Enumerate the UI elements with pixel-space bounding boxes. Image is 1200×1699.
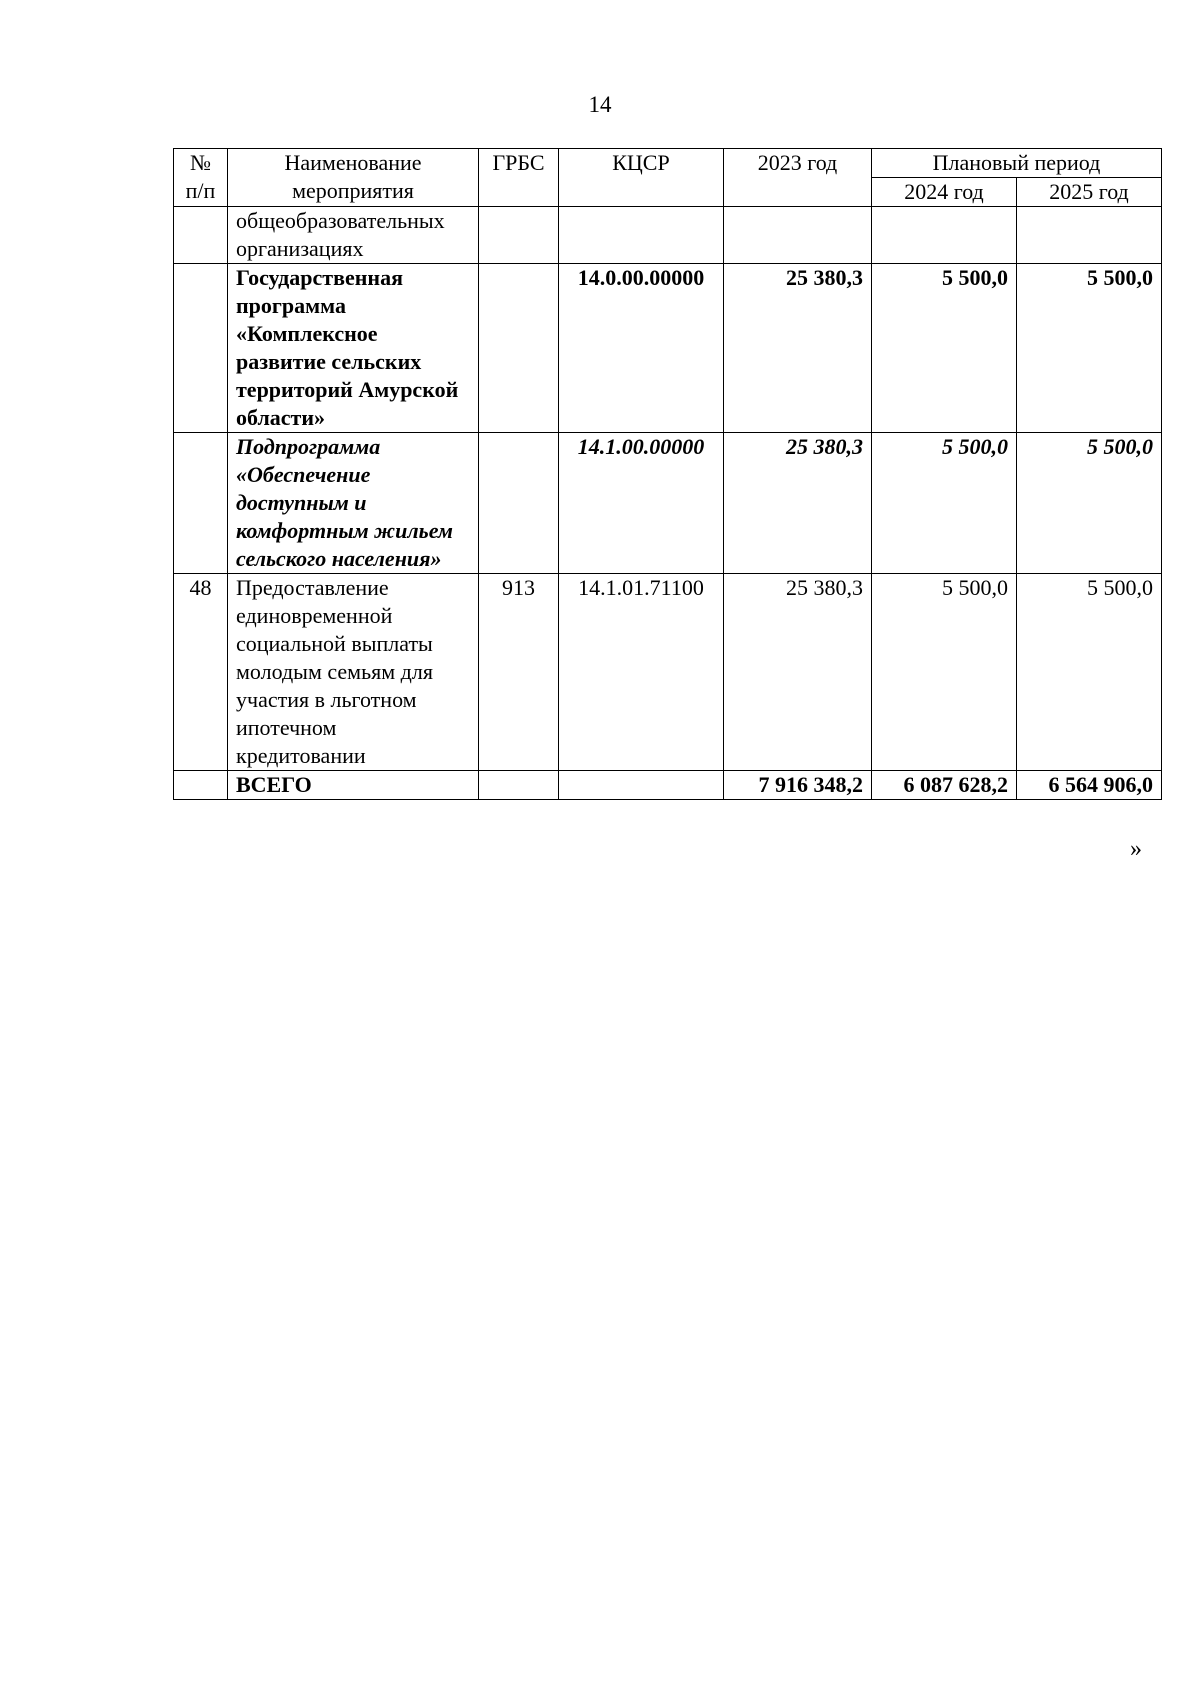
cell-2024 xyxy=(872,207,1017,264)
budget-table xyxy=(173,148,1162,800)
cell-2024: 5 500,0 xyxy=(872,574,1017,771)
table-row xyxy=(174,433,1162,574)
table-row xyxy=(174,574,1162,771)
page-number: 14 xyxy=(588,92,612,117)
header-grbs: ГРБС xyxy=(479,149,559,207)
cell-grbs: 913 xyxy=(479,574,559,771)
cell-kcsr: 14.1.00.00000 xyxy=(559,433,724,574)
header-2023: 2023 год xyxy=(724,149,872,207)
cell-grbs xyxy=(479,207,559,264)
header-name: Наименование мероприятия xyxy=(228,149,479,207)
cell-grbs xyxy=(479,433,559,574)
cell-name: Подпрограмма «Обеспечение доступным и комфортным жильем сельского населения» xyxy=(228,433,479,574)
header-planned-period: Плановый период xyxy=(872,149,1162,178)
cell-num xyxy=(174,264,228,433)
cell-num: 48 xyxy=(174,574,228,771)
cell-2023: 7 916 348,2 xyxy=(724,771,872,800)
cell-name: общеобразовательных организациях xyxy=(228,207,479,264)
header-2024: 2024 год xyxy=(872,178,1017,207)
cell-grbs xyxy=(479,264,559,433)
cell-kcsr xyxy=(559,771,724,800)
header-num: № п/п xyxy=(174,149,228,207)
cell-2025: 6 564 906,0 xyxy=(1017,771,1162,800)
cell-2025: 5 500,0 xyxy=(1017,574,1162,771)
cell-grbs xyxy=(479,771,559,800)
cell-num xyxy=(174,771,228,800)
cell-2023: 25 380,3 xyxy=(724,264,872,433)
cell-2024: 6 087 628,2 xyxy=(872,771,1017,800)
cell-kcsr: 14.0.00.00000 xyxy=(559,264,724,433)
closing-quote: » xyxy=(1130,836,1142,862)
cell-2025: 5 500,0 xyxy=(1017,264,1162,433)
cell-name: Предоставление единовременной социальной выплаты молодым семьям для участия в льготном ипотечном кредитовании xyxy=(228,574,479,771)
cell-name: ВСЕГО xyxy=(228,771,479,800)
cell-2025: 5 500,0 xyxy=(1017,433,1162,574)
cell-2023 xyxy=(724,207,872,264)
table-row xyxy=(174,771,1162,800)
cell-2025 xyxy=(1017,207,1162,264)
cell-num xyxy=(174,433,228,574)
table-row xyxy=(174,207,1162,264)
cell-2023: 25 380,3 xyxy=(724,433,872,574)
header-kcsr: КЦСР xyxy=(559,149,724,207)
table-header xyxy=(174,149,1162,207)
cell-kcsr: 14.1.01.71100 xyxy=(559,574,724,771)
cell-num xyxy=(174,207,228,264)
table-row xyxy=(174,264,1162,433)
cell-2024: 5 500,0 xyxy=(872,433,1017,574)
cell-kcsr xyxy=(559,207,724,264)
cell-name: Государственная программа «Комплексное развитие сельских территорий Амурской области» xyxy=(228,264,479,433)
cell-2024: 5 500,0 xyxy=(872,264,1017,433)
table-body xyxy=(174,207,1162,800)
header-2025: 2025 год xyxy=(1017,178,1162,207)
cell-2023: 25 380,3 xyxy=(724,574,872,771)
